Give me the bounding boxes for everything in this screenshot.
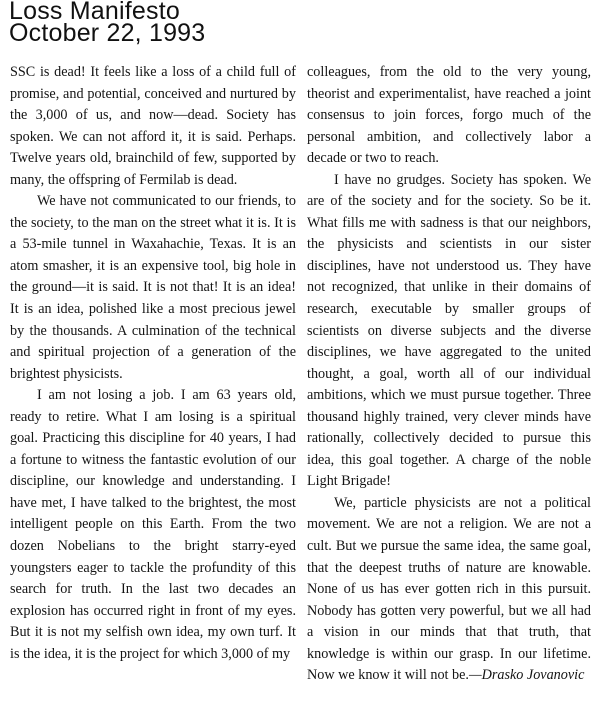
- paragraph-5: [307, 493, 591, 687]
- paragraph-1: SSC is dead! It feels like a loss of a child full of promise, and potential, conceived and nurtured by the 3,000 of us, and now—dead. Society has spoken. We can not afford it, it is said. Perhaps. Twelve years old, brainchild of few, supported by many, the offspring of Fermilab is dead.: [10, 64, 296, 188]
- title-line-2: October 22, 1993: [9, 19, 206, 47]
- paragraph-2: We have not communicated to our friends, to the society, to the man on the street what it is. It is a 53-mile tunnel in Waxahachie, Texas. It is an atom smasher, it is an expensive tool, big hole in the ground—it is said. It is not that! It is an idea! It is an idea, polished like a most precious jewel by the thousands. A culmination of the technical and spiritual projection of a generation of the brightest physicists.: [10, 193, 296, 382]
- paragraph-3-continued: colleagues, from the old to the very young, theorist and experimentalist, have reached a joint consensus to join forces, forgo much of the personal ambition, and collectively labor a decade or two to reach.: [307, 64, 591, 167]
- title-line-1: Loss Manifesto: [9, 0, 180, 25]
- right-column: [307, 62, 591, 687]
- author-signature: —Drasko Jovanovic: [468, 667, 585, 684]
- paragraph-5-text: We, particle physicists are not a political movement. We are not a religion. We are not a cult. But we pursue the same idea, the same goal, that the deepest truths of nature are knowable. None of us has ever gotten rich in this pursuit. Nobody has gotten very powerful, but we all had a vision in our minds that that truth, that knowledge is within our grasp. In our lifetime. Now we know it will not be.: [307, 494, 591, 684]
- paragraph-4: I have no grudges. Society has spoken. We are of the society and for the society. So be it. What fills me with sadness is that our neighbors, the physicists and scientists in our sister disciplines, have not understood us. They have not recognized, that unlike in their domains of research, executable by smaller groups of scientists on diverse subjects and the diverse disciplines, we have aggregated to the united thought, a goal, worth all of our individual ambitions, which we must pursue together. Three thousand highly trained, very clever minds have rationally, collectively decided to pursue this idea, this goal together. A charge of the noble Light Brigade!: [307, 171, 591, 490]
- article-title: [9, 0, 206, 47]
- paragraph-3: I am not losing a job. I am 63 years old, ready to retire. What I am losing is a spiritual goal. Practicing this discipline for 40 years, I had a fortune to witness the fantastic evolution of our discipline, our knowledge and understanding. I have met, I have talked to the brightest, the most intelligent people on this Earth. From the two dozen Nobelians to the bright starry-eyed youngsters eager to tackle the profundity of this search for truth. In the last two decades an explosion has occurred right in front of my eyes. But it is not my selfish own idea, my own turf. It is the idea, it is the project for which 3,000 of my: [10, 387, 296, 662]
- left-column: [10, 62, 296, 665]
